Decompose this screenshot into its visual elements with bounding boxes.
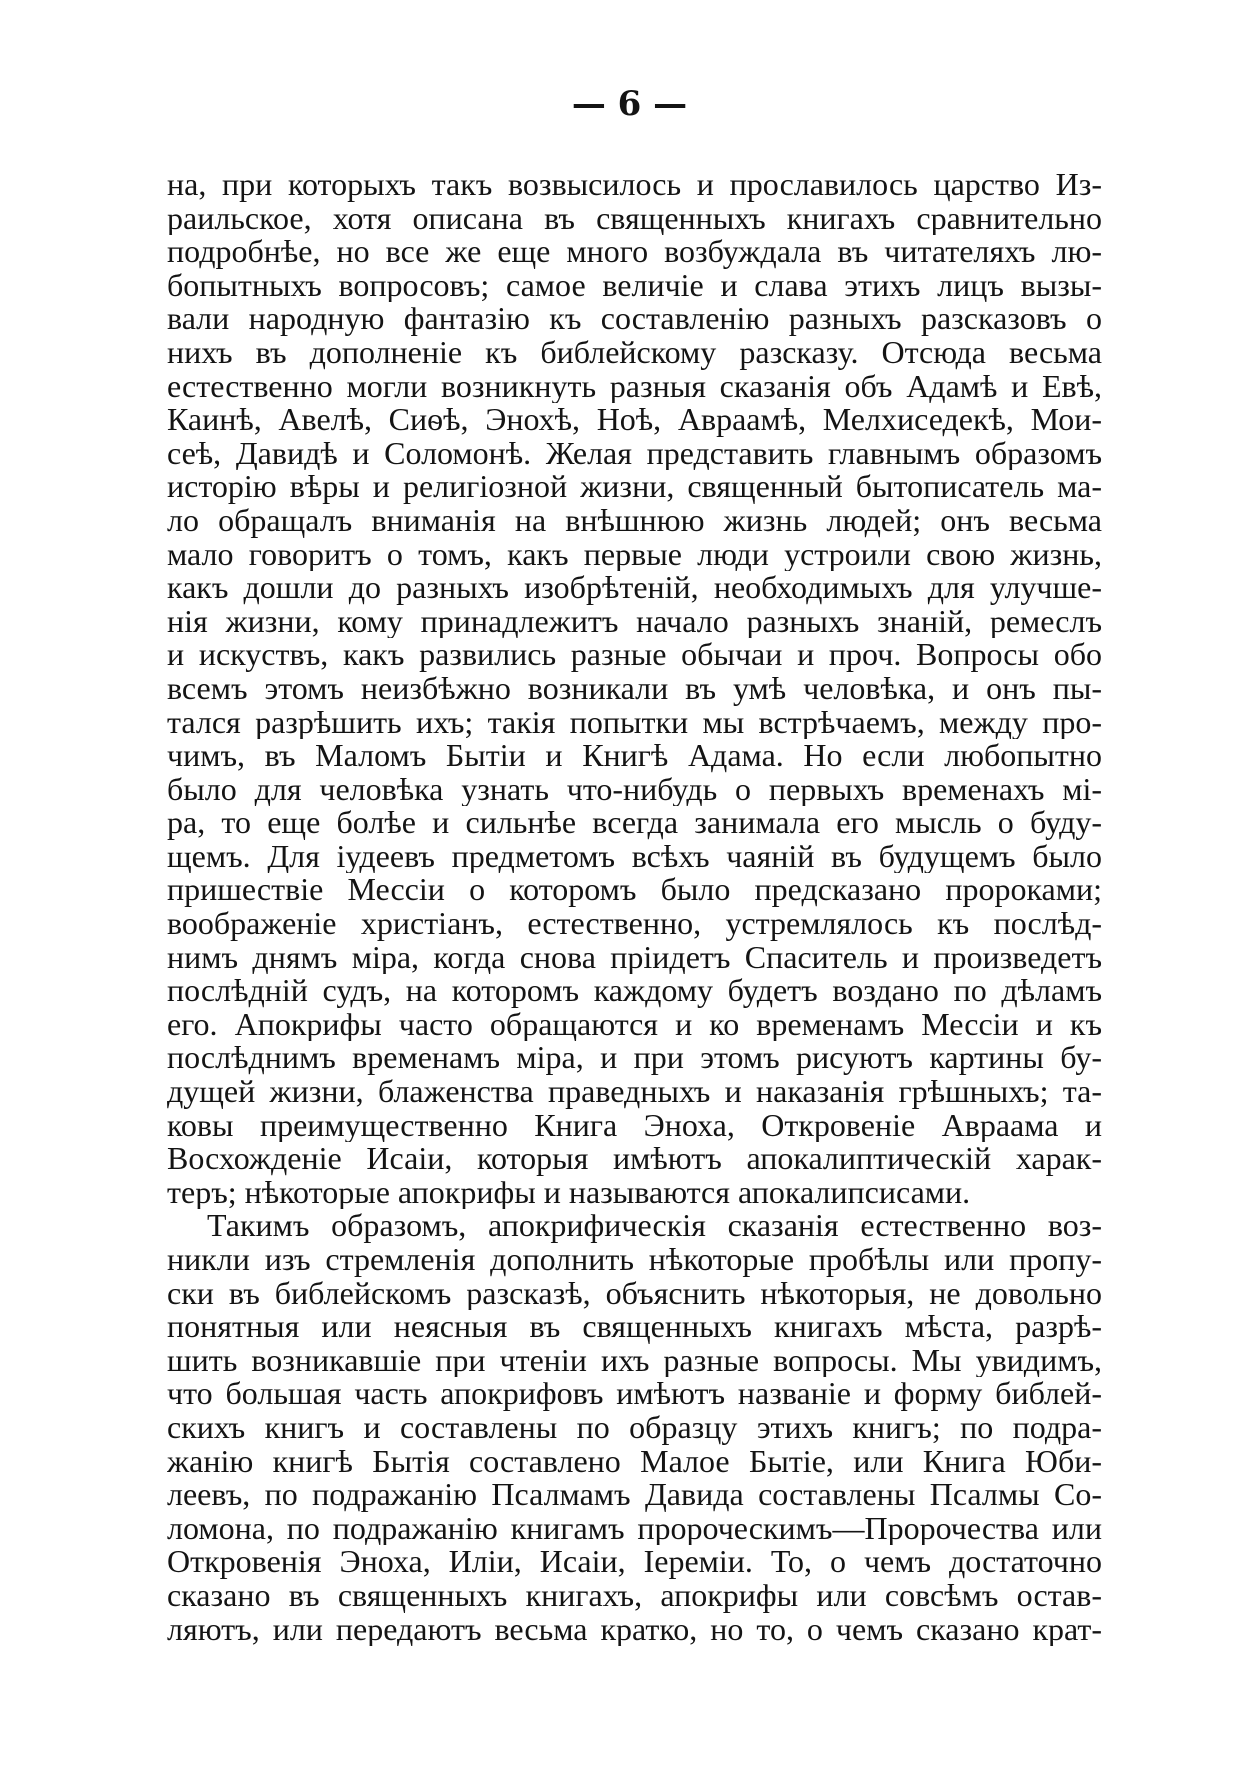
text-line: пришествіе Мессіи о которомъ было предсказано пророками; [167,873,1102,908]
text-line: вали народную фантазію къ составленію разныхъ разсказовъ о [167,302,1102,336]
body-text [167,168,1102,1646]
paragraph-1 [167,168,1102,1209]
text-line: теръ; нѣкоторые апокрифы и называются апокалипсисами. [167,1175,971,1210]
text-line: тался разрѣшить ихъ; такія попытки мы встрѣчаемъ, между про- [167,705,1102,740]
text-line: Такимъ образомъ, апокрифическія сказанія естественно воз- [207,1209,1102,1243]
text-line: Каинѣ, Авелѣ, Сиѳѣ, Энохѣ, Ноѣ, Авраамѣ, Мелхиседекѣ, Мои- [167,403,1102,437]
text-line: нихъ въ дополненіе къ библейскому разсказу. Отсюда весьма [167,335,1102,370]
text-line: чимъ, въ Маломъ Бытіи и Книгѣ Адама. Но если любопытно [167,739,1102,773]
text-line: исторію вѣры и религіозной жизни, священный бытописатель ма- [167,470,1102,504]
text-line: сказано въ священныхъ книгахъ, апокрифы или совсѣмъ остав- [167,1578,1102,1613]
text-line: ски въ библейскомъ разсказѣ, объяснить нѣкоторыя, не довольно [167,1276,1102,1311]
text-line: сеѣ, Давидѣ и Соломонѣ. Желая представить главнымъ образомъ [167,436,1102,471]
text-line: жанію книгѣ Бытія составлено Малое Бытіе, или Книга Юби- [167,1444,1102,1479]
text-line: скихъ книгъ и составлены по образцу этихъ книгъ; по подра- [167,1410,1102,1445]
text-line: понятныя или неясныя въ священныхъ книгахъ мѣста, разрѣ- [167,1310,1102,1344]
text-line: на, при которыхъ такъ возвысилось и прославилось царство Из- [167,168,1102,202]
text-line: никли изъ стремленія дополнить нѣкоторые пробѣлы или пропу- [167,1243,1102,1277]
text-line: ковы преимущественно Книга Эноха, Откровеніе Авраама и [167,1108,1102,1143]
text-line: леевъ, по подражанію Псалмамъ Давида составлены Псалмы Со- [167,1478,1102,1512]
text-line: его. Апокрифы часто обращаются и ко временамъ Мессіи и къ [167,1007,1102,1042]
page-number: — 6 — [571,84,688,124]
text-line: и искуствъ, какъ развились разные обычаи и проч. Вопросы обо [167,638,1102,672]
text-line: ломона, по подражанію книгамъ пророческимъ—Пророчества или [167,1511,1102,1546]
text-line: раильское, хотя описана въ священныхъ книгахъ сравнительно [167,201,1102,236]
text-line: ра, то еще болѣе и сильнѣе всегда занимала его мысль о буду- [167,806,1102,840]
text-line: мало говоритъ о томъ, какъ первые люди устроили свою жизнь, [167,537,1102,572]
text-line: послѣднимъ временамъ міра, и при этомъ рисуютъ картины бу- [167,1041,1102,1076]
text-line: Восхожденіе Исаіи, которыя имѣютъ апокалиптическій харак- [167,1142,1102,1176]
text-line: что большая часть апокрифовъ имѣютъ названіе и форму библей- [167,1377,1102,1411]
text-line: Откровенія Эноха, Иліи, Исаіи, Іереміи. То, о чемъ достаточно [167,1545,1102,1579]
text-line: естественно могли возникнуть разныя сказанія объ Адамѣ и Евѣ, [167,369,1102,404]
text-line: воображеніе христіанъ, естественно, устремлялось къ послѣд- [167,907,1102,941]
text-line: нія жизни, кому принадлежитъ начало разныхъ знаній, ремеслъ [167,604,1102,639]
text-line: щемъ. Для іудеевъ предметомъ всѣхъ чаяній въ будущемъ было [167,839,1102,874]
text-line: какъ дошли до разныхъ изобрѣтеній, необходимыхъ для улучше- [167,571,1102,605]
text-line: послѣдній судъ, на которомъ каждому будетъ воздано по дѣламъ [167,974,1102,1008]
text-line: было для человѣка узнать что-нибудь о первыхъ временахъ мі- [167,772,1102,807]
text-line: нимъ днямъ міра, когда снова пріидетъ Спаситель и произведетъ [167,940,1102,975]
text-line: ляютъ, или передаютъ весьма кратко, но то, о чемъ сказано крат- [167,1612,1102,1647]
text-line: всемъ этомъ неизбѣжно возникали въ умѣ человѣка, и онъ пы- [167,671,1102,706]
text-line: ло обращалъ вниманія на внѣшнюю жизнь людей; онъ весьма [167,503,1102,538]
text-line: дущей жизни, блаженства праведныхъ и наказанія грѣшныхъ; та- [167,1075,1102,1109]
text-line: подробнѣе, но все же еще много возбуждала въ читателяхъ лю- [167,235,1102,269]
paragraph-2 [167,1209,1102,1646]
text-line: бопытныхъ вопросовъ; самое величіе и слава этихъ лицъ вызы- [167,268,1102,303]
text-line: шить возникавшіе при чтеніи ихъ разные вопросы. Мы увидимъ, [167,1343,1102,1378]
